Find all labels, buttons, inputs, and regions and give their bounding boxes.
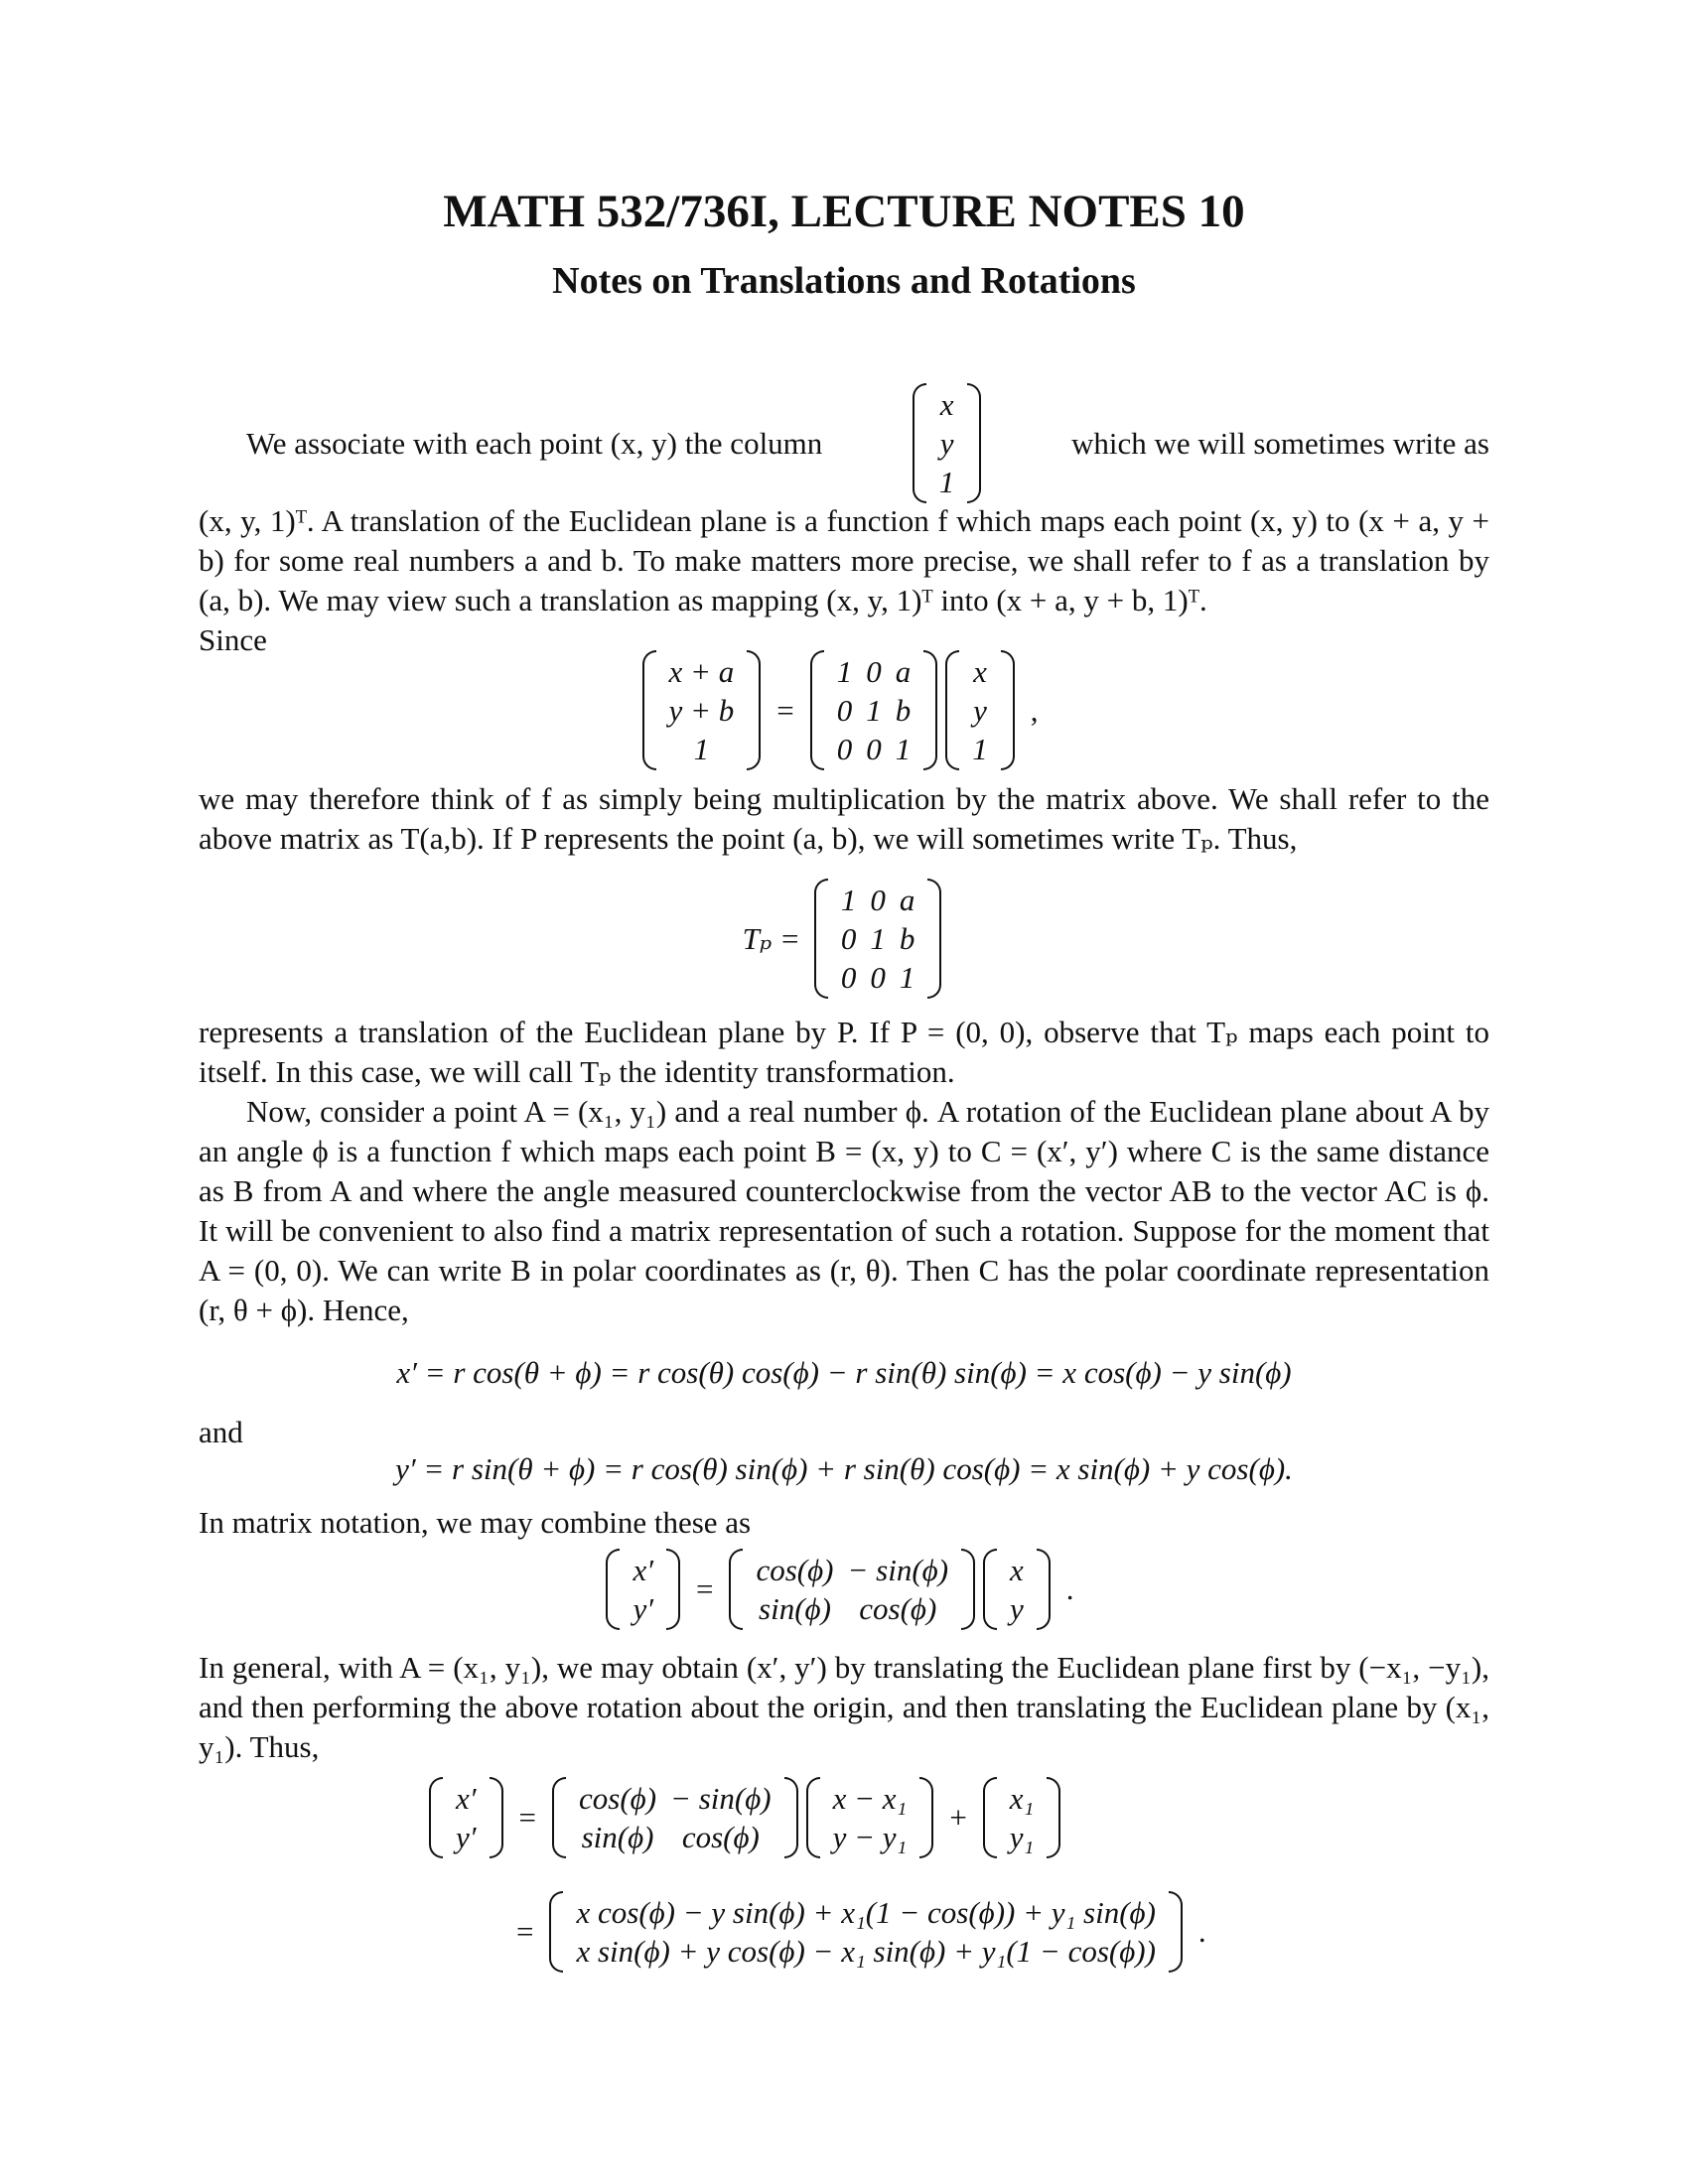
- paragraph-translation-definition: (x, y, 1)ᵀ. A translation of the Euclidean plane is a function f which maps each point (x, y) to (x + a, y + b) for some real numbers a and b. To make matters more precise, we shall refer to f as a translation by (a, b). We may view such a translation as mapping (x, y, 1)ᵀ into (x + a, y + b, 1)ᵀ.: [199, 503, 1489, 617]
- equation-translation-matrix: x + a y + b 1 = 1 0 a 0 1 b 0 0 1 x y 1 ,: [0, 650, 1688, 770]
- paragraph-rotation-definition: Now, consider a point A = (x₁, y₁) and a real number ϕ. A rotation of the Euclidean plane about A by an angle ϕ is a function f which maps each point B = (x, y) to C = (x′, y′) where C is the same distance as B from A and where the angle measured counterclockwise from the vector AB to the vector AC is ϕ. It will be convenient to also find a matrix representation of such a rotation. Suppose for the moment that A = (0, 0). We can write B in polar coordinates as (r, θ). Then C has the polar coordinate representation (r, θ + ϕ). Hence,: [199, 1094, 1489, 1327]
- equation-general-rotation: x′ y′ = cos(ϕ) − sin(ϕ) sin(ϕ) cos(ϕ) x − x₁ y − y₁ + x₁ y₁: [425, 1777, 1064, 1858]
- page-subtitle: Notes on Translations and Rotations: [552, 260, 1136, 302]
- paragraph-general-rotation: In general, with A = (x₁, y₁), we may obtain (x′, y′) by translating the Euclidean plane first by (−x₁, −y₁), and then performing the above rotation about the origin, and then translating the Euclidean plane by (x₁, y₁). Thus,: [199, 1650, 1489, 1764]
- intro-line: [246, 383, 1489, 503]
- equation-rotation-matrix: x′ y′ = cos(ϕ) − sin(ϕ) sin(ϕ) cos(ϕ) x y .: [0, 1549, 1688, 1630]
- page-title: MATH 532/736I, LECTURE NOTES 10: [443, 186, 1245, 237]
- intro-text-after: which we will sometimes write as: [1070, 425, 1489, 461]
- paragraph-multiplication: we may therefore think of f as simply being multiplication by the matrix above. We shall refer to the above matrix as T(a,b). If P represents the point (a, b), we will sometimes write Tₚ. Thus,: [199, 781, 1489, 856]
- equation-y-prime: y′ = r sin(θ + ϕ) = r cos(θ) sin(ϕ) + r sin(θ) cos(ϕ) = x sin(ϕ) + y cos(ϕ).: [395, 1451, 1293, 1486]
- equation-tp-matrix: Tₚ = 1 0 a 0 1 b 0 0 1: [0, 879, 1688, 999]
- equation-x-prime: x′ = r cos(θ + ϕ) = r cos(θ) cos(ϕ) − r sin(θ) sin(ϕ) = x cos(ϕ) − y sin(ϕ): [396, 1355, 1292, 1390]
- column-vector-xy1: x y 1: [913, 383, 982, 503]
- equation-general-rotation-result: = x cos(ϕ) − y sin(ϕ) + x₁(1 − cos(ϕ)) + y₁ sin(ϕ) x sin(ϕ) + y cos(ϕ) − x₁ sin(ϕ) + y₁(1 − cos(ϕ)) .: [504, 1891, 1218, 1973]
- intro-text-before: We associate with each point (x, y) the column: [246, 425, 823, 461]
- since-label: Since: [199, 622, 267, 657]
- matrix-notation-label: In matrix notation, we may combine these as: [199, 1505, 752, 1540]
- and-label: and: [199, 1415, 243, 1449]
- paragraph-identity: represents a translation of the Euclidean plane by P. If P = (0, 0), observe that Tₚ maps each point to itself. In this case, we will call Tₚ the identity transformation.: [199, 1015, 1489, 1089]
